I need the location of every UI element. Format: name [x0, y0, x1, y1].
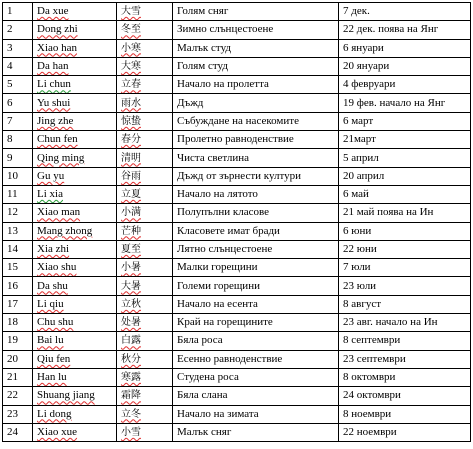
- meaning-cell-text: Студена роса: [177, 371, 239, 384]
- row-number: [3, 112, 33, 130]
- meaning-cell: [173, 350, 339, 368]
- hanzi-cell: [117, 204, 173, 222]
- hanzi-cell: [117, 112, 173, 130]
- hanzi-cell: [117, 57, 173, 75]
- meaning-cell-text: Начало на пролетта: [177, 78, 269, 91]
- meaning-cell-text: Зимно слънцестоене: [177, 23, 274, 36]
- hanzi-cell: [117, 277, 173, 295]
- date-cell-text: 23 юли: [343, 279, 377, 292]
- hanzi-cell-text: 立冬: [121, 408, 141, 420]
- pinyin-cell: [33, 295, 117, 313]
- date-cell-text: 22 ноември: [343, 425, 397, 438]
- date-cell-text: 6 март: [343, 114, 374, 127]
- row-number-text: 24: [7, 425, 18, 438]
- hanzi-cell-text: 霜降: [121, 390, 141, 402]
- hanzi-cell-text: 小暑: [121, 262, 141, 274]
- row-number: [3, 368, 33, 386]
- hanzi-cell-text: 大暑: [121, 280, 141, 292]
- pinyin-cell-text: Shuang jiang: [37, 389, 95, 402]
- date-cell-text: 8 ноември: [343, 407, 392, 420]
- date-cell: [339, 350, 471, 368]
- pinyin-cell: [33, 76, 117, 94]
- pinyin-cell-text: Li chun: [37, 78, 71, 91]
- table-row: [3, 112, 471, 130]
- date-cell: [339, 21, 471, 39]
- date-cell-text: 4 февруари: [343, 78, 396, 91]
- pinyin-cell: [33, 277, 117, 295]
- date-cell-text: 8 септември: [343, 334, 401, 347]
- row-number: [3, 405, 33, 423]
- meaning-cell-text: Начало на лятото: [177, 188, 258, 201]
- pinyin-cell-text: Dong zhi: [37, 23, 78, 36]
- meaning-cell: [173, 3, 339, 21]
- hanzi-cell-text: 谷雨: [121, 170, 141, 182]
- row-number-text: 13: [7, 224, 18, 237]
- pinyin-cell-text: Li qiu: [37, 297, 64, 310]
- pinyin-cell-text: Jing zhe: [37, 114, 74, 127]
- meaning-cell-text: Дъжд от зърнести култури: [177, 169, 302, 182]
- row-number-text: 8: [7, 133, 13, 146]
- pinyin-cell-text: Da han: [37, 60, 69, 73]
- table-row: [3, 259, 471, 277]
- pinyin-cell: [33, 332, 117, 350]
- meaning-cell: [173, 405, 339, 423]
- meaning-cell-text: Голям сняг: [177, 5, 229, 18]
- pinyin-cell: [33, 3, 117, 21]
- pinyin-cell: [33, 350, 117, 368]
- row-number: [3, 21, 33, 39]
- row-number-text: 2: [7, 23, 13, 36]
- meaning-cell: [173, 131, 339, 149]
- meaning-cell-text: Класовете имат бради: [177, 224, 280, 237]
- meaning-cell-text: Големи горещини: [177, 279, 260, 292]
- row-number: [3, 277, 33, 295]
- pinyin-cell: [33, 259, 117, 277]
- date-cell: [339, 222, 471, 240]
- row-number-text: 14: [7, 243, 18, 255]
- meaning-cell: [173, 21, 339, 39]
- row-number: [3, 423, 33, 441]
- date-cell-text: 5 април: [343, 151, 379, 164]
- meaning-cell: [173, 185, 339, 203]
- meaning-cell: [173, 112, 339, 130]
- row-number: [3, 350, 33, 368]
- meaning-cell: [173, 368, 339, 386]
- hanzi-cell-text: 立春: [121, 79, 141, 91]
- solar-terms-table: [2, 2, 471, 442]
- date-cell-text: 8 октомври: [343, 371, 396, 384]
- date-cell: [339, 332, 471, 350]
- table-row: [3, 3, 471, 21]
- table-body: [3, 3, 471, 442]
- meaning-cell-text: Пролетно равноденствие: [177, 133, 294, 146]
- hanzi-cell-text: 处暑: [121, 317, 141, 329]
- row-number-text: 17: [7, 297, 18, 310]
- meaning-cell: [173, 314, 339, 332]
- hanzi-cell: [117, 240, 173, 258]
- row-number: [3, 240, 33, 258]
- date-cell: [339, 423, 471, 441]
- hanzi-cell: [117, 94, 173, 112]
- row-number-text: 3: [7, 41, 13, 54]
- row-number: [3, 259, 33, 277]
- hanzi-cell: [117, 149, 173, 167]
- row-number-text: 10: [7, 169, 18, 182]
- row-number-text: 15: [7, 261, 18, 274]
- meaning-cell: [173, 94, 339, 112]
- meaning-cell-text: Събуждане на насекомите: [177, 114, 299, 127]
- date-cell: [339, 405, 471, 423]
- meaning-cell-text: Бяла слана: [177, 389, 228, 402]
- date-cell: [339, 295, 471, 313]
- hanzi-cell: [117, 314, 173, 332]
- meaning-cell: [173, 423, 339, 441]
- row-number: [3, 387, 33, 405]
- meaning-cell: [173, 222, 339, 240]
- pinyin-cell: [33, 423, 117, 441]
- meaning-cell: [173, 57, 339, 75]
- pinyin-cell-text: Chu shu: [37, 316, 74, 329]
- row-number-text: 12: [7, 206, 18, 219]
- row-number: [3, 149, 33, 167]
- hanzi-cell: [117, 405, 173, 423]
- pinyin-cell-text: Da shu: [37, 279, 68, 292]
- pinyin-cell: [33, 94, 117, 112]
- pinyin-cell: [33, 405, 117, 423]
- date-cell-text: 24 октомври: [343, 389, 401, 402]
- date-cell: [339, 314, 471, 332]
- date-cell: [339, 76, 471, 94]
- table-row: [3, 204, 471, 222]
- hanzi-cell: [117, 185, 173, 203]
- table-row: [3, 185, 471, 203]
- row-number-text: 1: [7, 5, 13, 18]
- date-cell-text: 21март: [343, 133, 376, 146]
- hanzi-cell: [117, 76, 173, 94]
- hanzi-cell-text: 雨水: [121, 97, 141, 109]
- date-cell: [339, 94, 471, 112]
- date-cell: [339, 149, 471, 167]
- date-cell: [339, 167, 471, 185]
- table-row: [3, 149, 471, 167]
- table-row: [3, 350, 471, 368]
- pinyin-cell: [33, 131, 117, 149]
- date-cell-text: 22 юни: [343, 243, 377, 255]
- row-number-text: 16: [7, 279, 18, 292]
- table-row: [3, 387, 471, 405]
- hanzi-cell: [117, 332, 173, 350]
- pinyin-cell: [33, 387, 117, 405]
- hanzi-cell: [117, 259, 173, 277]
- row-number: [3, 295, 33, 313]
- hanzi-cell: [117, 295, 173, 313]
- meaning-cell: [173, 259, 339, 277]
- row-number: [3, 185, 33, 203]
- hanzi-cell-text: 白露: [121, 335, 141, 347]
- row-number: [3, 39, 33, 57]
- date-cell: [339, 387, 471, 405]
- date-cell: [339, 240, 471, 258]
- hanzi-cell-text: 立秋: [121, 298, 141, 310]
- row-number-text: 19: [7, 334, 18, 347]
- table-row: [3, 131, 471, 149]
- date-cell: [339, 39, 471, 57]
- row-number: [3, 76, 33, 94]
- pinyin-cell-text: Xiao shu: [37, 261, 77, 274]
- hanzi-cell: [117, 39, 173, 57]
- row-number-text: 20: [7, 352, 18, 365]
- hanzi-cell: [117, 21, 173, 39]
- pinyin-cell: [33, 57, 117, 75]
- pinyin-cell: [33, 149, 117, 167]
- date-cell-text: 7 дек.: [343, 5, 370, 18]
- row-number-text: 5: [7, 78, 13, 91]
- date-cell-text: 23 септември: [343, 352, 406, 365]
- row-number-text: 23: [7, 407, 18, 420]
- meaning-cell: [173, 387, 339, 405]
- row-number: [3, 332, 33, 350]
- meaning-cell-text: Голям студ: [177, 60, 228, 73]
- row-number: [3, 3, 33, 21]
- hanzi-cell-text: 芒种: [121, 225, 141, 237]
- meaning-cell-text: Чиста светлина: [177, 151, 250, 164]
- meaning-cell: [173, 277, 339, 295]
- pinyin-cell: [33, 204, 117, 222]
- meaning-cell-text: Дъжд: [177, 96, 204, 109]
- meaning-cell-text: Полупълни класове: [177, 206, 269, 219]
- hanzi-cell-text: 春分: [121, 134, 141, 146]
- meaning-cell: [173, 167, 339, 185]
- date-cell-text: 23 авг. начало на Ин: [343, 316, 438, 329]
- hanzi-cell: [117, 3, 173, 21]
- meaning-cell: [173, 240, 339, 258]
- table-row: [3, 368, 471, 386]
- row-number-text: 4: [7, 60, 13, 73]
- meaning-cell-text: Малки горещини: [177, 261, 258, 274]
- pinyin-cell-text: Han lu: [37, 371, 67, 384]
- meaning-cell-text: Малък сняг: [177, 425, 232, 438]
- meaning-cell-text: Малък студ: [177, 41, 231, 54]
- hanzi-cell: [117, 368, 173, 386]
- date-cell-text: 6 май: [343, 188, 369, 201]
- table-row: [3, 21, 471, 39]
- table-row: [3, 39, 471, 57]
- pinyin-cell-text: Yu shui: [37, 96, 71, 109]
- row-number: [3, 131, 33, 149]
- date-cell: [339, 204, 471, 222]
- date-cell-text: 21 май поява на Ин: [343, 206, 434, 219]
- meaning-cell-text: Начало на есента: [177, 297, 258, 310]
- meaning-cell-text: Лятно слънцестоене: [177, 243, 273, 255]
- date-cell: [339, 259, 471, 277]
- row-number-text: 22: [7, 389, 18, 402]
- hanzi-cell: [117, 387, 173, 405]
- meaning-cell: [173, 295, 339, 313]
- pinyin-cell-text: Chun fen: [37, 133, 78, 146]
- date-cell-text: 6 юни: [343, 224, 372, 237]
- meaning-cell: [173, 332, 339, 350]
- table-row: [3, 314, 471, 332]
- pinyin-cell: [33, 39, 117, 57]
- date-cell-text: 22 дек. поява на Янг: [343, 23, 439, 36]
- row-number: [3, 57, 33, 75]
- row-number: [3, 204, 33, 222]
- hanzi-cell: [117, 423, 173, 441]
- date-cell-text: 20 април: [343, 169, 385, 182]
- meaning-cell-text: Начало на зимата: [177, 407, 259, 420]
- table-row: [3, 295, 471, 313]
- pinyin-cell-text: Xiao han: [37, 41, 78, 54]
- hanzi-cell-text: 冬至: [121, 24, 141, 36]
- pinyin-cell-text: Bai lu: [37, 334, 64, 347]
- hanzi-cell-text: 清明: [121, 152, 141, 164]
- hanzi-cell-text: 夏至: [121, 244, 141, 255]
- pinyin-cell: [33, 240, 117, 258]
- pinyin-cell: [33, 222, 117, 240]
- pinyin-cell-text: Xia zhi: [37, 243, 70, 255]
- hanzi-cell-text: 寒露: [121, 372, 141, 384]
- date-cell: [339, 3, 471, 21]
- pinyin-cell: [33, 112, 117, 130]
- date-cell: [339, 112, 471, 130]
- date-cell: [339, 368, 471, 386]
- row-number-text: 11: [7, 188, 18, 201]
- hanzi-cell-text: 惊蛰: [121, 115, 141, 127]
- meaning-cell: [173, 204, 339, 222]
- pinyin-cell-text: Xiao man: [37, 206, 81, 219]
- date-cell: [339, 277, 471, 295]
- table-row: [3, 240, 471, 258]
- pinyin-cell-text: Da xue: [37, 5, 69, 18]
- row-number-text: 9: [7, 151, 13, 164]
- table-row: [3, 76, 471, 94]
- pinyin-cell-text: Xiao xue: [37, 425, 78, 438]
- pinyin-cell: [33, 314, 117, 332]
- hanzi-cell-text: 秋分: [121, 353, 141, 365]
- hanzi-cell-text: 大雪: [121, 6, 141, 18]
- date-cell-text: 20 януари: [343, 60, 390, 73]
- row-number: [3, 314, 33, 332]
- row-number-text: 21: [7, 371, 18, 384]
- hanzi-cell-text: 小雪: [121, 426, 141, 438]
- hanzi-cell-text: 立夏: [121, 189, 141, 201]
- meaning-cell-text: Бяла роса: [177, 334, 223, 347]
- pinyin-cell-text: Qing ming: [37, 151, 85, 164]
- row-number: [3, 222, 33, 240]
- table-row: [3, 332, 471, 350]
- meaning-cell-text: Край на горещините: [177, 316, 273, 329]
- table-row: [3, 222, 471, 240]
- date-cell: [339, 57, 471, 75]
- date-cell-text: 7 юли: [343, 261, 371, 274]
- table-row: [3, 167, 471, 185]
- table-row: [3, 405, 471, 423]
- meaning-cell-text: Есенно равноденствие: [177, 352, 283, 365]
- pinyin-cell: [33, 185, 117, 203]
- pinyin-cell-text: Qiu fen: [37, 352, 71, 365]
- row-number-text: 18: [7, 316, 18, 329]
- table-row: [3, 423, 471, 441]
- meaning-cell: [173, 39, 339, 57]
- hanzi-cell: [117, 350, 173, 368]
- date-cell-text: 19 фев. начало на Янг: [343, 96, 446, 109]
- row-number-text: 6: [7, 96, 13, 109]
- pinyin-cell: [33, 167, 117, 185]
- row-number: [3, 167, 33, 185]
- pinyin-cell-text: Li xia: [37, 188, 63, 201]
- hanzi-cell: [117, 167, 173, 185]
- pinyin-cell: [33, 368, 117, 386]
- meaning-cell: [173, 76, 339, 94]
- date-cell-text: 6 януари: [343, 41, 384, 54]
- table-row: [3, 57, 471, 75]
- hanzi-cell-text: 大寒: [121, 61, 141, 73]
- date-cell: [339, 131, 471, 149]
- pinyin-cell-text: Mang zhong: [37, 224, 93, 237]
- table-row: [3, 94, 471, 112]
- date-cell: [339, 185, 471, 203]
- hanzi-cell-text: 小寒: [121, 42, 141, 54]
- meaning-cell: [173, 149, 339, 167]
- row-number-text: 7: [7, 114, 13, 127]
- hanzi-cell-text: 小满: [121, 207, 141, 219]
- hanzi-cell: [117, 131, 173, 149]
- pinyin-cell: [33, 21, 117, 39]
- date-cell-text: 8 август: [343, 297, 382, 310]
- hanzi-cell: [117, 222, 173, 240]
- table-row: [3, 277, 471, 295]
- pinyin-cell-text: Gu yu: [37, 169, 65, 182]
- row-number: [3, 94, 33, 112]
- pinyin-cell-text: Li dong: [37, 407, 72, 420]
